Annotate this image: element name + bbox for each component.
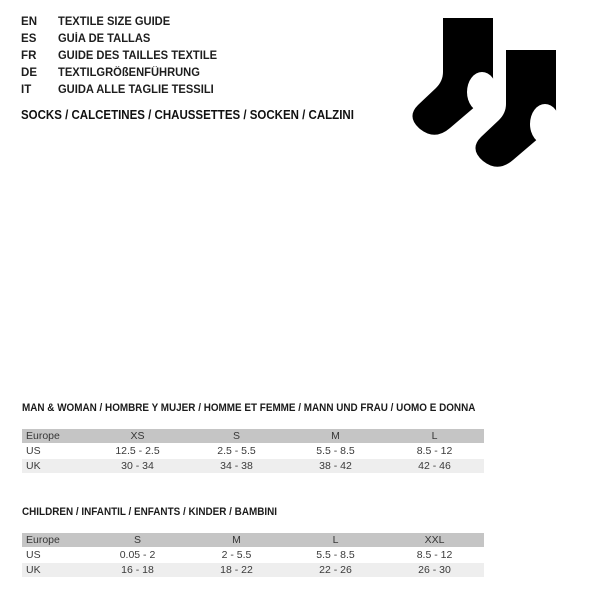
language-code: IT (21, 84, 32, 96)
size-value: 5.5 - 8.5 (286, 444, 385, 459)
header-cell-size: XXL (385, 533, 484, 548)
man-woman-section (22, 402, 484, 473)
size-tables (22, 402, 484, 577)
category-line: SOCKS / CALCETINES / CHAUSSETTES / SOCKEN / CALZINI (21, 108, 354, 122)
language-label: GUIDE DES TAILLES TEXTILE (58, 50, 218, 62)
header-cell-region: Europe (22, 429, 88, 444)
language-label: TEXTILE SIZE GUIDE (58, 16, 171, 28)
size-value: 18 - 22 (187, 563, 286, 577)
size-value: 8.5 - 12 (385, 444, 484, 459)
size-value: 42 - 46 (385, 459, 484, 473)
size-value: 38 - 42 (286, 459, 385, 473)
children-section (22, 506, 484, 577)
header-cell-region: Europe (22, 533, 88, 548)
language-code: FR (21, 50, 37, 62)
size-value: 5.5 - 8.5 (286, 548, 385, 563)
children-table-title: CHILDREN / INFANTIL / ENFANTS / KINDER / BAMBINI (22, 506, 278, 518)
socks-icon (393, 10, 563, 185)
table-row-uk (22, 459, 484, 473)
row-label: US (22, 548, 88, 563)
header-cell-size: S (88, 533, 187, 548)
size-value: 0.05 - 2 (88, 548, 187, 563)
man-woman-size-table (22, 429, 484, 473)
language-label: GUÍA DE TALLAS (58, 33, 151, 45)
language-row (21, 48, 383, 65)
header-cell-size: L (385, 429, 484, 444)
size-value: 30 - 34 (88, 459, 187, 473)
size-value: 2 - 5.5 (187, 548, 286, 563)
row-label: US (22, 444, 88, 459)
language-row (21, 82, 383, 99)
header-cell-size: M (187, 533, 286, 548)
table-header-row (22, 533, 484, 548)
size-value: 26 - 30 (385, 563, 484, 577)
header-cell-size: XS (88, 429, 187, 444)
language-code: EN (21, 16, 38, 28)
language-code: DE (21, 67, 38, 79)
size-value: 16 - 18 (88, 563, 187, 577)
size-value: 22 - 26 (286, 563, 385, 577)
language-row (21, 31, 383, 48)
language-label: GUIDA ALLE TAGLIE TESSILI (58, 84, 214, 96)
header-cell-size: S (187, 429, 286, 444)
header-cell-size: L (286, 533, 385, 548)
size-value: 34 - 38 (187, 459, 286, 473)
table-header-row (22, 429, 484, 444)
language-code: ES (21, 33, 37, 45)
size-value: 8.5 - 12 (385, 548, 484, 563)
man-woman-table-title: MAN & WOMAN / HOMBRE Y MUJER / HOMME ET FEMME / MANN UND FRAU / UOMO E DONNA (22, 402, 476, 414)
row-label: UK (22, 563, 88, 577)
language-row (21, 65, 383, 82)
children-size-table (22, 533, 484, 577)
header-cell-size: M (286, 429, 385, 444)
row-label: UK (22, 459, 88, 473)
table-row-us (22, 444, 484, 459)
size-value: 12.5 - 2.5 (88, 444, 187, 459)
size-value: 2.5 - 5.5 (187, 444, 286, 459)
language-label: TEXTILGRÖßENFÜHRUNG (58, 67, 200, 79)
language-title-block (21, 14, 383, 122)
table-row-us (22, 548, 484, 563)
language-row (21, 14, 383, 31)
table-row-uk (22, 563, 484, 577)
